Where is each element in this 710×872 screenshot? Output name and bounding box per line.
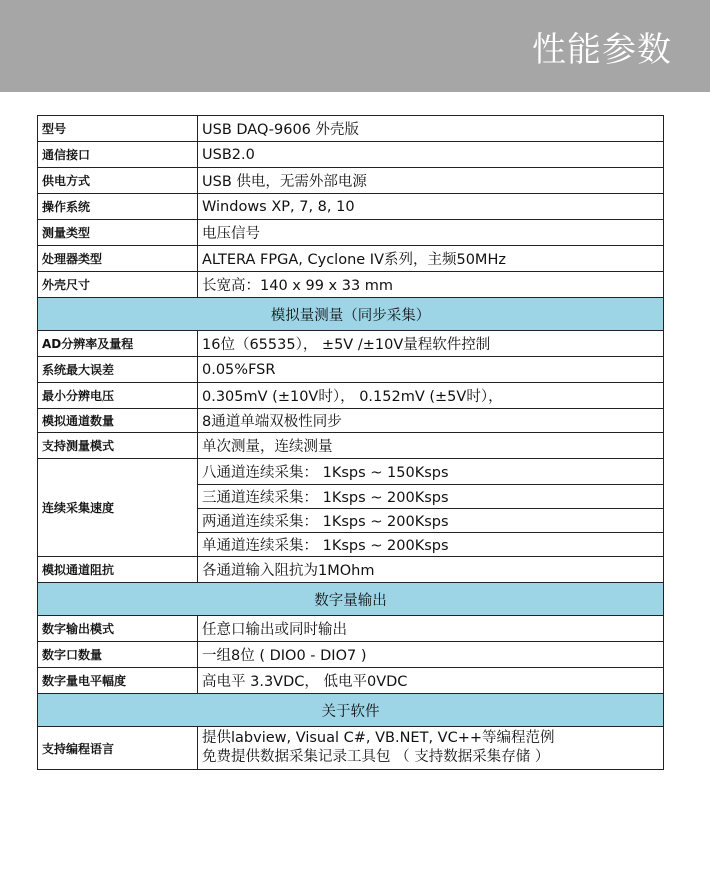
table-row [38,168,664,194]
row-value: 0.05%FSR [198,357,664,383]
table-row [38,557,664,583]
row-value: 一组8位 ( DIO0 - DIO7 ) [198,642,664,668]
row-value: 八通道连续采集： 1Ksps ~ 150Ksps [198,459,664,485]
row-value: 单次测量，连续测量 [198,433,664,459]
row-label: 模拟通道阻抗 [38,557,198,583]
row-label: 最小分辨电压 [38,383,198,409]
row-value: 0.305mV (±10V时）， 0.152mV (±5V时）， [198,383,664,409]
row-label: 外壳尺寸 [38,272,198,298]
row-label: 测量类型 [38,220,198,246]
table-row [38,246,664,272]
table-row [38,142,664,168]
row-label: 处理器类型 [38,246,198,272]
row-value: 单通道连续采集： 1Ksps ~ 200Ksps [198,533,664,557]
row-value: 电压信号 [198,220,664,246]
table-row [38,668,664,694]
row-label: 通信接口 [38,142,198,168]
table-row [38,116,664,142]
software-line: 免费提供数据采集记录工具包 （ 支持数据采集存储 ） [202,749,550,765]
page-title: 性能参数 [532,30,672,70]
row-value: 两通道连续采集： 1Ksps ~ 200Ksps [198,509,664,533]
section-title-software: 关于软件 [38,694,664,727]
row-value [198,727,664,770]
table-row [38,433,664,459]
section-title-analog: 模拟量测量（同步采集） [38,298,664,331]
row-value: 各通道输入阻抗为1MOhm [198,557,664,583]
row-value: USB DAQ-9606 外壳版 [198,116,664,142]
row-label: 操作系统 [38,194,198,220]
table-row [38,642,664,668]
row-value: USB 供电，无需外部电源 [198,168,664,194]
spec-table [37,115,664,770]
table-row [38,616,664,642]
table-row [38,272,664,298]
table-row [38,727,664,770]
section-header-row [38,298,664,331]
row-label: 型号 [38,116,198,142]
row-label: 供电方式 [38,168,198,194]
row-value: 16位（65535）， ±5V /±10V量程软件控制 [198,331,664,357]
row-value: 三通道连续采集： 1Ksps ~ 200Ksps [198,485,664,509]
row-value: 长宽高：140 x 99 x 33 mm [198,272,664,298]
row-label: 数字口数量 [38,642,198,668]
table-row [38,383,664,409]
row-value: Windows XP, 7, 8, 10 [198,194,664,220]
row-value: ALTERA FPGA, Cyclone IV系列，主频50MHz [198,246,664,272]
section-title-digital: 数字量输出 [38,583,664,616]
row-label: 支持测量模式 [38,433,198,459]
row-value: 8通道单端双极性同步 [198,409,664,433]
row-label: 模拟通道数量 [38,409,198,433]
section-header-row [38,694,664,727]
row-label: 数字量电平幅度 [38,668,198,694]
row-value: 高电平 3.3VDC， 低电平0VDC [198,668,664,694]
table-row [38,194,664,220]
table-row [38,357,664,383]
table-row [38,331,664,357]
section-header-row [38,583,664,616]
row-label: 支持编程语言 [38,727,198,770]
software-line: 提供labview, Visual C#, VB.NET, VC++等编程范例 [202,730,555,746]
row-label: AD分辨率及量程 [38,331,198,357]
header-banner [0,0,710,92]
row-label: 系统最大误差 [38,357,198,383]
table-row [38,409,664,433]
table-row [38,459,664,485]
row-value: USB2.0 [198,142,664,168]
row-value: 任意口输出或同时输出 [198,616,664,642]
table-row [38,220,664,246]
row-label: 数字输出模式 [38,616,198,642]
row-label: 连续采集速度 [38,459,198,557]
